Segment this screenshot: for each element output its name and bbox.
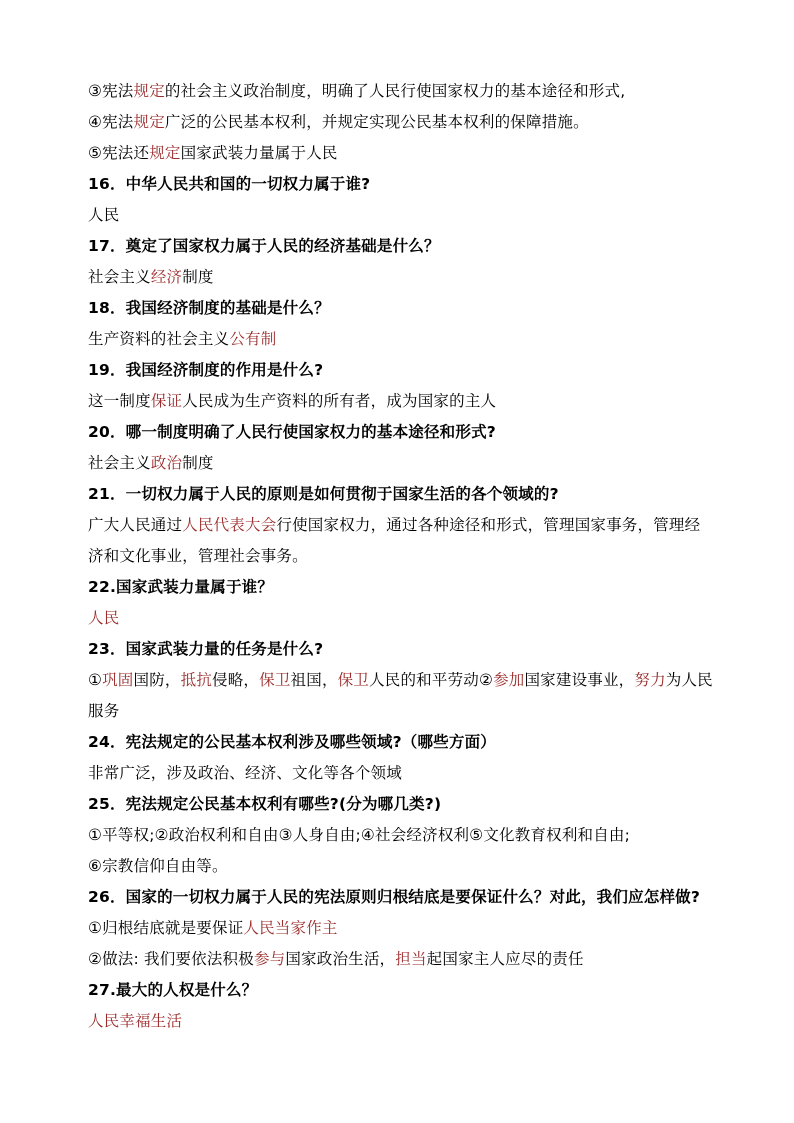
text-segment: 国家政治生活， xyxy=(285,950,396,968)
answer-line xyxy=(88,758,714,789)
highlighted-text: 公有制 xyxy=(229,330,277,348)
highlighted-text: 抵抗 xyxy=(180,671,213,689)
text-segment: 人民成为生产资料的所有者，成为国家的主人 xyxy=(182,392,497,410)
text-segment: ①归根结底就是要保证 xyxy=(88,919,244,937)
highlighted-text: 保卫 xyxy=(259,671,291,689)
text-segment: 的社会主义政治制度，明确了人民行使国家权力的基本途径和形式, xyxy=(164,82,626,100)
answer-line xyxy=(88,510,714,572)
text-segment: 为人民服务 xyxy=(88,671,713,720)
text-segment: 16．中华人民共和国的一切权力属于谁? xyxy=(88,175,371,193)
text-segment: 23．国家武装力量的任务是什么? xyxy=(88,640,324,658)
answer-line xyxy=(88,386,714,417)
highlighted-text: 规定 xyxy=(133,82,165,100)
highlighted-text: 参与 xyxy=(253,950,286,968)
text-segment: 21．一切权力属于人民的原则是如何贯彻于国家生活的各个领域的? xyxy=(88,485,559,503)
text-segment: 这一制度 xyxy=(88,392,151,410)
text-segment: 广大人民通过 xyxy=(88,516,183,534)
text-segment: 社会主义 xyxy=(88,268,151,286)
text-segment: ⑤宪法还 xyxy=(88,144,150,162)
highlighted-text: 担当 xyxy=(395,950,427,968)
text-segment: ① xyxy=(88,671,103,689)
answer-line xyxy=(88,107,714,138)
text-segment: 25．宪法规定公民基本权利有哪些?(分为哪几类?) xyxy=(88,795,442,813)
text-segment: 22.国家武装力量属于谁？ xyxy=(88,578,274,596)
answer-line xyxy=(88,448,714,479)
highlighted-text: 人民 xyxy=(88,609,120,627)
text-segment: ①平等权;②政治权利和自由③人身自由;④社会经济权利⑤文化教育权利和自由; xyxy=(88,826,631,844)
text-segment: 国家武装力量属于人民 xyxy=(180,144,338,162)
text-segment: 24．宪法规定的公民基本权利涉及哪些领域?（哪些方面） xyxy=(88,733,496,751)
highlighted-text: 经济 xyxy=(150,268,183,286)
highlighted-text: 努力 xyxy=(634,671,666,689)
highlighted-text: 规定 xyxy=(133,113,165,131)
question-line xyxy=(88,355,714,386)
question-line xyxy=(88,727,714,758)
answer-line xyxy=(88,324,714,355)
text-segment: 人民的和平劳动② xyxy=(369,671,494,689)
answer-line xyxy=(88,76,714,107)
answer-line xyxy=(88,913,714,944)
highlighted-text: 保证 xyxy=(150,392,183,410)
highlighted-text: 规定 xyxy=(149,144,181,162)
text-segment: 广泛的公民基本权利，并规定实现公民基本权利的保障措施。 xyxy=(164,113,589,131)
text-segment: 人民 xyxy=(88,206,120,224)
question-line xyxy=(88,975,714,1006)
question-line xyxy=(88,572,714,603)
text-segment: 祖国， xyxy=(290,671,338,689)
question-line xyxy=(88,417,714,448)
text-segment: 26．国家的一切权力属于人民的宪法原则归根结底是要保证什么？对此，我们应怎样做? xyxy=(88,888,701,906)
answer-line xyxy=(88,1006,714,1037)
text-segment: 行使国家权力，通过各种途径和形式，管理国家事务，管理经济和文化事业，管理社会事务。 xyxy=(88,516,701,565)
highlighted-text: 人民当家作主 xyxy=(243,919,338,937)
highlighted-text: 人民幸福生活 xyxy=(88,1012,183,1030)
text-segment: 19．我国经济制度的作用是什么? xyxy=(88,361,324,379)
question-line xyxy=(88,231,714,262)
text-segment: 生产资料的社会主义 xyxy=(88,330,230,348)
answer-line xyxy=(88,665,714,727)
question-line xyxy=(88,882,714,913)
answer-line xyxy=(88,820,714,851)
highlighted-text: 参加 xyxy=(493,671,525,689)
text-segment: 17．奠定了国家权力属于人民的经济基础是什么？ xyxy=(88,237,440,255)
text-segment: ⑥宗教信仰自由等。 xyxy=(88,857,228,875)
highlighted-text: 政治 xyxy=(150,454,183,472)
answer-line xyxy=(88,603,714,634)
question-line xyxy=(88,479,714,510)
text-segment: ③宪法 xyxy=(88,82,134,100)
answer-line xyxy=(88,138,714,169)
text-segment: 侵略， xyxy=(212,671,260,689)
text-segment: 非常广泛，涉及政治、经济、文化等各个领域 xyxy=(88,764,403,782)
question-line xyxy=(88,789,714,820)
text-segment: ②做法: 我们要依法积极 xyxy=(88,950,254,968)
text-segment: 18．我国经济制度的基础是什么？ xyxy=(88,299,330,317)
text-segment: 制度 xyxy=(182,268,214,286)
text-segment: 27.最大的人权是什么？ xyxy=(88,981,258,999)
text-segment: 社会主义 xyxy=(88,454,151,472)
text-segment: 20．哪一制度明确了人民行使国家权力的基本途径和形式? xyxy=(88,423,496,441)
answer-line xyxy=(88,944,714,975)
text-segment: 起国家主人应尽的责任 xyxy=(426,950,584,968)
text-segment: 制度 xyxy=(182,454,214,472)
question-line xyxy=(88,634,714,665)
answer-line xyxy=(88,851,714,882)
question-line xyxy=(88,169,714,200)
text-segment: 国家建设事业， xyxy=(524,671,635,689)
text-segment: ④宪法 xyxy=(88,113,134,131)
answer-line xyxy=(88,262,714,293)
highlighted-text: 保卫 xyxy=(337,671,370,689)
answer-line xyxy=(88,200,714,231)
highlighted-text: 巩固 xyxy=(102,671,134,689)
highlighted-text: 人民代表大会 xyxy=(182,516,277,534)
question-line xyxy=(88,293,714,324)
text-segment: 国防， xyxy=(133,671,181,689)
